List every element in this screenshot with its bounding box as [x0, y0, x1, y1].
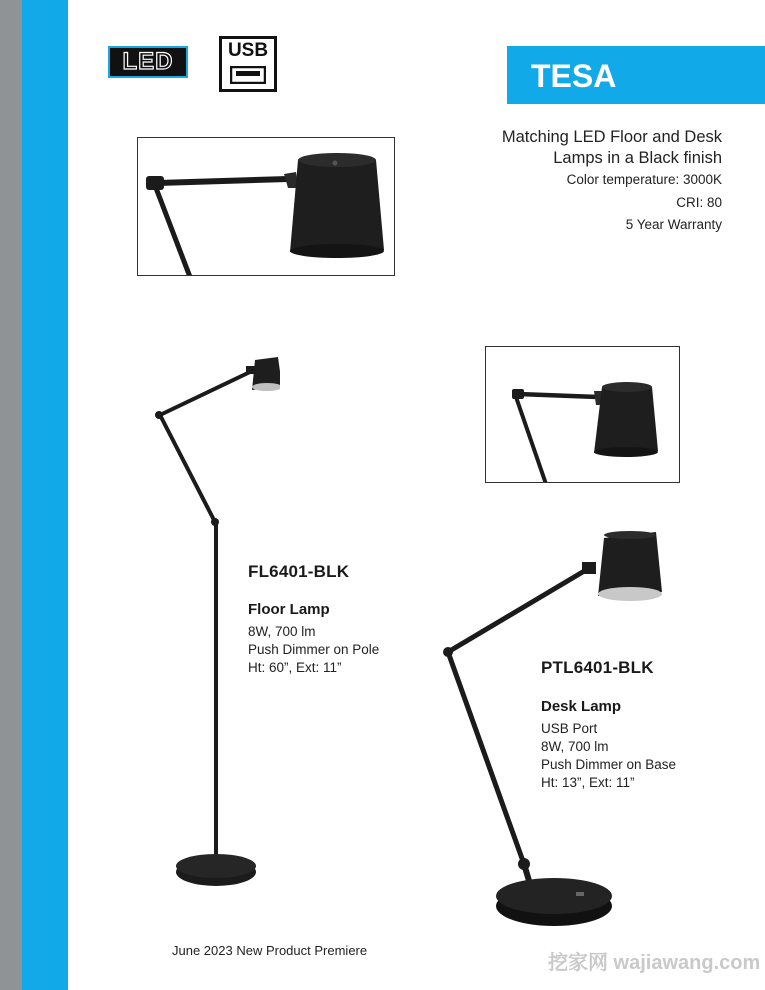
desk-lamp-feature: USB Port — [541, 721, 598, 736]
desk-lamp-feature: 8W, 700 lm — [541, 739, 609, 754]
usb-badge-text: USB — [227, 40, 269, 61]
spec-heading-line2: Lamps in a Black finish — [553, 149, 722, 167]
side-gray-stripe — [0, 0, 22, 990]
lamp-head-closeup-image-2 — [486, 347, 680, 483]
floor-lamp-feature: Ht: 60”, Ext: 11” — [248, 660, 342, 675]
floor-lamp-type: Floor Lamp — [248, 601, 330, 618]
watermark: 挖家网 wajiawang.com — [548, 952, 761, 974]
spec-color-temperature: Color temperature: 3000K — [566, 172, 722, 187]
desk-lamp-feature: Ht: 13”, Ext: 11” — [541, 775, 635, 790]
spec-cri: CRI: 80 — [676, 194, 722, 210]
detail-photo-head-2 — [485, 346, 680, 483]
spec-warranty: 5 Year Warranty — [625, 217, 722, 232]
side-blue-stripe — [22, 0, 68, 990]
lamp-head-closeup-image — [138, 138, 395, 276]
footer-text: June 2023 New Product Premiere — [172, 943, 368, 958]
led-badge-text: LED — [122, 48, 174, 75]
desk-lamp-model: PTL6401-BLK — [541, 658, 654, 677]
floor-lamp-feature: 8W, 700 lm — [248, 624, 316, 639]
brand-title: TESA — [507, 46, 765, 104]
desk-lamp-type: Desk Lamp — [541, 698, 622, 715]
desk-lamp-features — [541, 720, 676, 792]
floor-lamp-feature: Push Dimmer on Pole — [248, 642, 380, 657]
usb-port-icon — [230, 66, 266, 84]
floor-lamp-features — [248, 623, 379, 677]
usb-badge — [219, 36, 277, 92]
spec-block — [502, 127, 722, 237]
desk-lamp-feature: Push Dimmer on Base — [541, 757, 677, 772]
led-badge — [108, 46, 188, 78]
floor-lamp-model: FL6401-BLK — [248, 562, 350, 581]
detail-photo-head-1 — [137, 137, 395, 276]
spec-heading-line1: Matching LED Floor and Desk — [501, 128, 722, 146]
